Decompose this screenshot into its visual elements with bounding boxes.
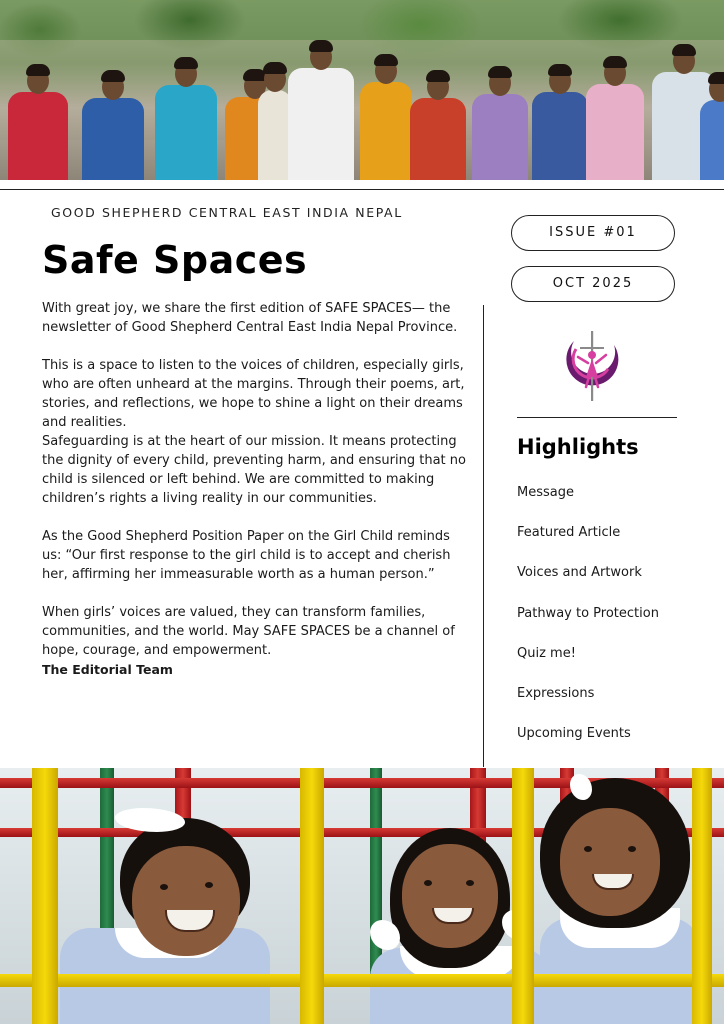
issue-date-badge: OCT 2025 — [511, 266, 675, 302]
province-name: GOOD SHEPHERD CENTRAL EAST INDIA NEPAL — [51, 205, 403, 220]
newsletter-title: Safe Spaces — [42, 238, 308, 282]
group-photo-person — [532, 62, 588, 180]
highlight-item-voices-artwork[interactable]: Voices and Artwork — [517, 565, 642, 581]
highlight-item-quiz[interactable]: Quiz me! — [517, 645, 576, 661]
group-photo — [0, 0, 724, 180]
highlight-item-upcoming-events[interactable]: Upcoming Events — [517, 726, 631, 742]
paragraph-intro: With great joy, we share the first edition of SAFE SPACES— the newsletter of Good Shepherd Central East India Nepal Province. — [42, 301, 458, 335]
column-divider — [483, 305, 484, 767]
good-shepherd-logo-icon — [558, 327, 626, 403]
highlight-item-featured-article[interactable]: Featured Article — [517, 525, 621, 541]
group-photo-person — [8, 62, 68, 180]
highlights-heading: Highlights — [517, 435, 639, 459]
child-left — [60, 808, 300, 1024]
group-photo-person — [472, 64, 528, 180]
paragraph-voices: This is a space to listen to the voices of children, especially girls, who are often unheard at the margins. Through their poems, art, stories, and reflections, we hope to shine a light on their dreams and realities. — [42, 358, 465, 430]
highlights-rule — [517, 417, 677, 418]
paragraph-position-paper: As the Good Shepherd Position Paper on the Girl Child reminds us: “Our first response to the girl child is to accept and cherish her, affirming her immeasurable worth as a human person.” — [42, 529, 451, 582]
frame-bar — [0, 974, 724, 987]
paragraph-gap — [42, 337, 467, 356]
frame-bar — [692, 768, 712, 1024]
header-rule — [0, 189, 724, 190]
issue-number-badge: ISSUE #01 — [511, 215, 675, 251]
group-photo-person — [586, 54, 644, 180]
group-photo-person — [360, 52, 412, 180]
paragraph-gap — [42, 584, 467, 603]
editorial-signature: The Editorial Team — [42, 662, 173, 677]
paragraph-gap — [42, 508, 467, 527]
highlight-item-pathway-protection[interactable]: Pathway to Protection — [517, 605, 659, 621]
frame-bar — [300, 768, 324, 1024]
editorial-body — [42, 299, 467, 679]
frame-bar — [32, 768, 58, 1024]
group-photo-person — [155, 55, 217, 180]
frame-bar — [512, 768, 534, 1024]
highlight-item-message[interactable]: Message — [517, 485, 574, 500]
paragraph-safeguarding: Safeguarding is at the heart of our mission. It means protecting the dignity of every child, preventing harm, and ensuring that no child is silenced or left behind. We are committed to making children’s rights a living reality in our communities. — [42, 434, 466, 506]
group-photo-person — [700, 70, 724, 180]
group-photo-person — [410, 68, 466, 180]
group-photo-person — [288, 38, 354, 180]
group-photo-person — [258, 60, 292, 180]
highlights-list — [517, 484, 659, 765]
paragraph-closing: When girls’ voices are valued, they can transform families, communities, and the world. May SAFE SPACES be a channel of hope, courage, and empowerment. — [42, 605, 455, 658]
highlight-item-expressions[interactable]: Expressions — [517, 685, 595, 701]
child-right — [530, 778, 710, 1024]
group-photo-person — [82, 68, 144, 180]
children-playground-photo — [0, 768, 724, 1024]
